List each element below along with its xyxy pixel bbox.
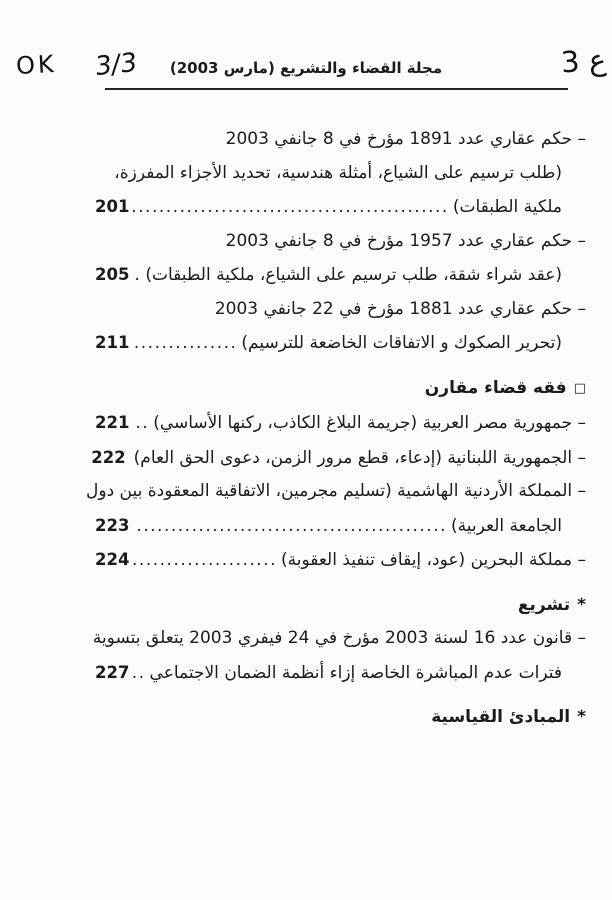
toc-entry-text: (تحرير الصكوك و الاتفاقات الخاضعة للترسيم) xyxy=(241,333,562,353)
toc-page-number: 227 xyxy=(95,662,130,682)
handwritten-page-fraction: 3/3 xyxy=(94,47,137,83)
toc-dots-leader xyxy=(133,259,141,293)
toc-entry-line xyxy=(95,123,586,157)
toc-entry-text: – حكم عقاري عدد 1881 مؤرخ في 22 جانفي 2003 xyxy=(214,298,586,319)
journal-title: مجلة القضاء والتشريع (مارس 2003) xyxy=(169,59,443,77)
toc-entry-text: – حكم عقاري عدد 1957 مؤرخ في 8 جانفي 2003 xyxy=(225,230,586,251)
toc-dots-leader xyxy=(133,510,447,544)
toc-entry-line xyxy=(95,543,586,578)
header-divider-rule xyxy=(105,88,568,90)
handwritten-ok-mark: OK xyxy=(15,49,58,81)
toc-entry-line xyxy=(95,157,586,191)
toc-entry-text: (عقد شراء شقة، طلب ترسيم على الشياع، ملكية الطبقات) xyxy=(145,265,562,285)
toc-entry-line xyxy=(95,225,586,259)
toc-page-number: 223 xyxy=(95,515,130,535)
toc-entry-line xyxy=(91,441,586,476)
toc-entry-text: – المملكة الأردنية الهاشمية (تسليم مجرمين، الاتفاقية المعقودة بين دول xyxy=(86,481,586,501)
toc-entry-text: – الجمهورية اللبنانية (إدعاء، قطع مرور الزمن، دعوى الحق العام) xyxy=(133,447,586,468)
toc-list xyxy=(86,123,586,735)
toc-entry-line xyxy=(92,622,586,656)
toc-entry-line xyxy=(95,406,586,441)
toc-entry-text: – مملكة البحرين (عود، إيقاف تنفيذ العقوبة) xyxy=(281,550,586,570)
toc-dots-leader xyxy=(133,191,448,225)
toc-entry-text: – حكم عقاري عدد 1891 مؤرخ في 8 جانفي 2003 xyxy=(225,129,586,149)
toc-entry-line xyxy=(95,258,586,293)
toc-entry-text: – جمهورية مصر العربية (جريمة البلاغ الكاذب، ركنها الأساسي) xyxy=(153,413,586,433)
toc-entry-line xyxy=(95,326,586,361)
toc-dots-leader xyxy=(133,544,277,578)
section-heading-label: فقه قضاء مقارن xyxy=(424,377,567,398)
toc-entry-text: – قانون عدد 16 لسنة 2003 مؤرخ في 24 فيفري 2003 يتعلق بتسوية xyxy=(92,628,586,648)
toc-entry-text: ملكية الطبقات) xyxy=(452,197,562,217)
toc-dots-leader xyxy=(133,407,149,441)
toc-page-number: 222 xyxy=(91,447,126,467)
toc-dots-leader xyxy=(133,657,145,691)
section-heading-label: المبادئ القياسية xyxy=(431,707,571,727)
section-heading xyxy=(95,372,586,407)
toc-entry-line xyxy=(95,656,586,691)
section-heading-marker: □ xyxy=(573,380,586,396)
toc-entry-line xyxy=(95,190,586,225)
toc-page-number: 224 xyxy=(95,550,130,569)
toc-dots-leader xyxy=(133,327,237,361)
toc-page-number: 221 xyxy=(95,413,130,432)
handwritten-issue-number: ع 3 xyxy=(559,42,608,80)
toc-entry-line xyxy=(95,293,586,327)
toc-entry-text: فترات عدم المباشرة الخاصة إزاء أنظمة الضمان الاجتماعي xyxy=(149,662,562,683)
toc-entry-line xyxy=(95,509,586,544)
section-heading-marker: * xyxy=(577,707,586,727)
toc-page-number: 201 xyxy=(95,197,130,216)
toc-entry-text: الجامعة العربية) xyxy=(451,515,562,536)
section-heading xyxy=(95,589,586,623)
toc-entry-text: (طلب ترسيم على الشياع، أمثلة هندسية، تحديد الأجزاء المفرزة، xyxy=(114,162,562,183)
toc-page-number: 205 xyxy=(95,265,130,284)
toc-entry-line xyxy=(86,475,586,509)
toc-page-number: 211 xyxy=(95,333,130,352)
section-heading-label: تشريع xyxy=(517,594,571,615)
section-heading-marker: * xyxy=(577,594,586,615)
section-heading xyxy=(95,701,586,735)
